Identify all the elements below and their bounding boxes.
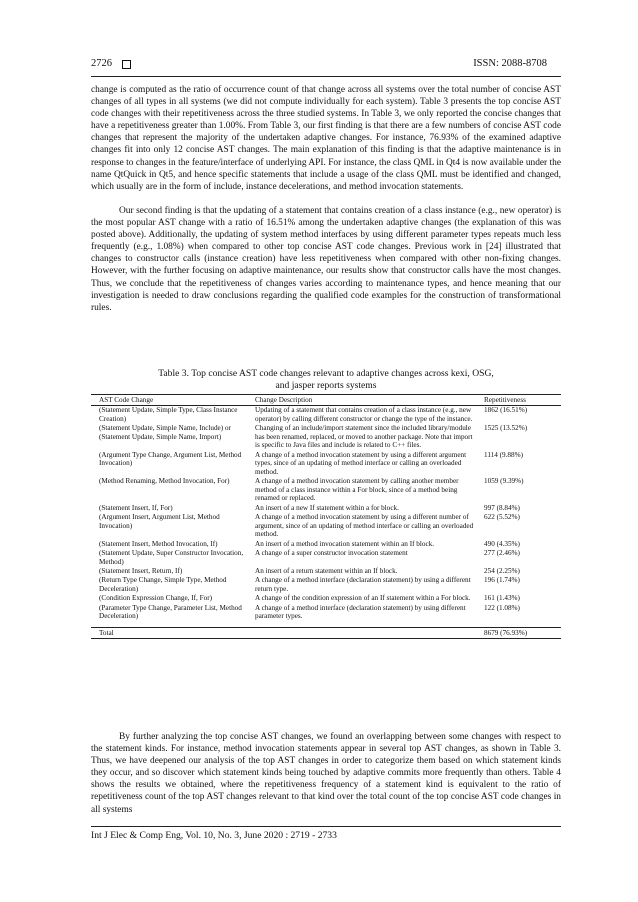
table-row [91,405,561,423]
description-cell: An insert of a method invocation statement within an If block. [255,539,435,548]
table-row [91,477,561,504]
description-cell: A change of a method invocation statement by using a different number of argument, since of an updating of method interface or calling an overloaded method. [255,513,474,539]
ast-change-cell: (Statement Insert, Method Invocation, If) [99,539,218,548]
description-cell: An insert of a return statement within an If block. [255,566,398,575]
repetitiveness-cell: 1059 (9.39%) [484,477,524,486]
ast-change-cell: (Argument Type Change, Argument List, Method Invocation) [99,450,242,468]
ast-change-cell: (Method Renaming, Method Invocation, For) [99,477,230,486]
ast-change-cell: (Return Type Change, Simple Type, Method Deceleration) [99,576,227,593]
table-row [91,513,561,540]
body-paragraph: change is computed as the ratio of occurrence count of that change across all systems over the total number of concise AST changes of all types in all systems (we did not compute individually for each system). Table 3 presents the top concise AST code changes with their repetitiveness across the three studied systems. In Table 3, we only reported the concise changes that have a repetitiveness greater than 1.00%. From Table 3, our first finding is that there are a few numbers of concise AST code changes that represent the majority of the undertaken adaptive changes. For instance, 76.93% of the examined adaptive changes fit into only 12 concise AST changes. The main explanation of this finding is that the adaptive maintenance is in response to changes in the feature/interface of underlying API. For instance, the class QML in Qt4 is now available under the name QtQuick in Qt5, and hence specific statements that include a usage of the class QML must be identified and changed, which usually are in the form of include, instance decelerations, and method invocation statements. [91,85,561,192]
repetitiveness-cell: 196 (1.74%) [484,576,520,585]
repetitiveness-cell: 1862 (16.51%) [484,405,528,414]
column-header: AST Code Change [91,395,247,406]
body-paragraph: By further analyzing the top concise AST changes, we found an overlapping between some changes with respect to the statement kinds. For instance, method invocation statements appear in several top AST changes, as shown in Table 3. Thus, we have deepened our analysis of the top AST changes in order to categorize them based on which statement kinds they occur, and so discover which statement kinds being touched by adaptive commits more frequently than others. Table 4 shows the results we obtained, where the repetitiveness frequency of a statement kind is equivalent to the ratio of repetitiveness count of the top AST changes relevant to that kind over the total count of the top concise AST code changes in all systems [91,732,561,815]
ast-change-cell: (Statement Update, Simple Name, Include) or (Statement Update, Simple Name, Import) [99,423,231,441]
total-value: 8679 (76.93%) [476,627,561,639]
description-cell: Updating of a statement that contains creation of a class instance (e.g., new operator) by calling different constructor or change the type of the instance. [255,405,473,423]
table-row [91,576,561,594]
description-cell: A change of a method invocation statement by using a different argument types, since of an updating of method interface or calling an overloaded method. [255,450,467,476]
description-cell: A change of a super constructor invocation statement [255,548,408,557]
table-caption-line: and jasper reports systems [275,380,377,391]
table-header-row [91,395,561,406]
ast-change-cell: (Statement Update, Super Constructor Invocation, Method) [99,548,244,566]
column-header: Repetitiveness [476,395,561,406]
ast-changes-table [91,394,561,639]
journal-citation: Int J Elec & Comp Eng, Vol. 10, No. 3, June 2020 : 2719 - 2733 [91,830,337,841]
column-header: Change Description [247,395,476,406]
ast-change-cell: (Condition Expression Change, If, For) [99,594,212,603]
description-cell: A change of the condition expression of an If statement within a For block. [255,594,471,603]
repetitiveness-cell: 1114 (9.88%) [484,450,523,459]
table-row [91,549,561,567]
table-caption-line: Table 3. Top concise AST code changes relevant to adaptive changes across kexi, OSG, [158,368,494,379]
ast-change-cell: (Argument Insert, Argument List, Method Invocation) [99,513,220,530]
description-cell: An insert of a new If statement within a for block. [255,503,399,512]
repetitiveness-cell: 997 (8.84%) [484,503,520,512]
description-cell: A change of a method interface (declaration statement) by using a different return type. [255,576,471,593]
square-icon [122,60,131,69]
total-label: Total [91,627,247,639]
repetitiveness-cell: 122 (1.08%) [484,603,520,612]
table-row [91,450,561,477]
page-number: 2726 [91,58,112,69]
table-row [91,567,561,576]
table-row [91,603,561,627]
table-total-row [91,627,561,639]
repetitiveness-cell: 254 (2.25%) [484,566,520,575]
description-cell: Changing of an include/import statement since the included library/module has been renamed, replaced, or moved to another package. Note that import is specific to Java files and include is related to C++ files. [255,423,473,450]
ast-change-cell: (Statement Insert, If, For) [99,503,173,512]
description-cell: A change of a method invocation statement by calling another member method of a class instance within a For block, since of a method being renamed or replaced. [255,477,459,503]
footer-divider [91,826,561,827]
table-row [91,594,561,603]
page-header [91,58,547,72]
table-row [91,424,561,451]
body-paragraph: Our second finding is that the updating of a statement that contains creation of a class instance (e.g., new operator) is the most popular AST change with a ratio of 16.51% among the undertaken adaptive changes (the explanation of this was posted above). Additionally, the updating of system method interfaces by using different parameter types repeats much less frequently (e.g., 1.08%) when compared to other top concise AST code changes. Previous work in [24] illustrated that changes to constructor calls (instance creation) have less repetitiveness when compared with other non-fixing changes. However, with the further focusing on adaptive maintenance, our results show that constructor calls have the most changes. Thus, we conclude that the repetitiveness of changes varies according to maintenance types, and hence meaning that our investigation is needed to draw conclusions regarding the qualified code examples for the construction of transformational rules. [91,206,561,313]
ast-change-cell: (Parameter Type Change, Parameter List, Method Deceleration) [99,603,242,621]
table-row [91,539,561,548]
issn: ISSN: 2088-8708 [473,58,547,69]
header-divider [91,76,561,77]
table-caption [91,368,561,392]
repetitiveness-cell: 1525 (13.52%) [484,423,528,432]
total-empty-cell [247,627,476,639]
description-cell: A change of a method interface (declaration statement) by using different parameter types. [255,603,466,621]
repetitiveness-cell: 277 (2.46%) [484,548,520,557]
ast-change-cell: (Statement Update, Simple Type, Class Instance Creation) [99,405,238,423]
repetitiveness-cell: 161 (1.43%) [484,594,520,603]
repetitiveness-cell: 490 (4.35%) [484,539,520,548]
ast-change-cell: (Statement Insert, Return, If) [99,566,183,575]
repetitiveness-cell: 622 (5.52%) [484,513,520,522]
table-row [91,503,561,512]
